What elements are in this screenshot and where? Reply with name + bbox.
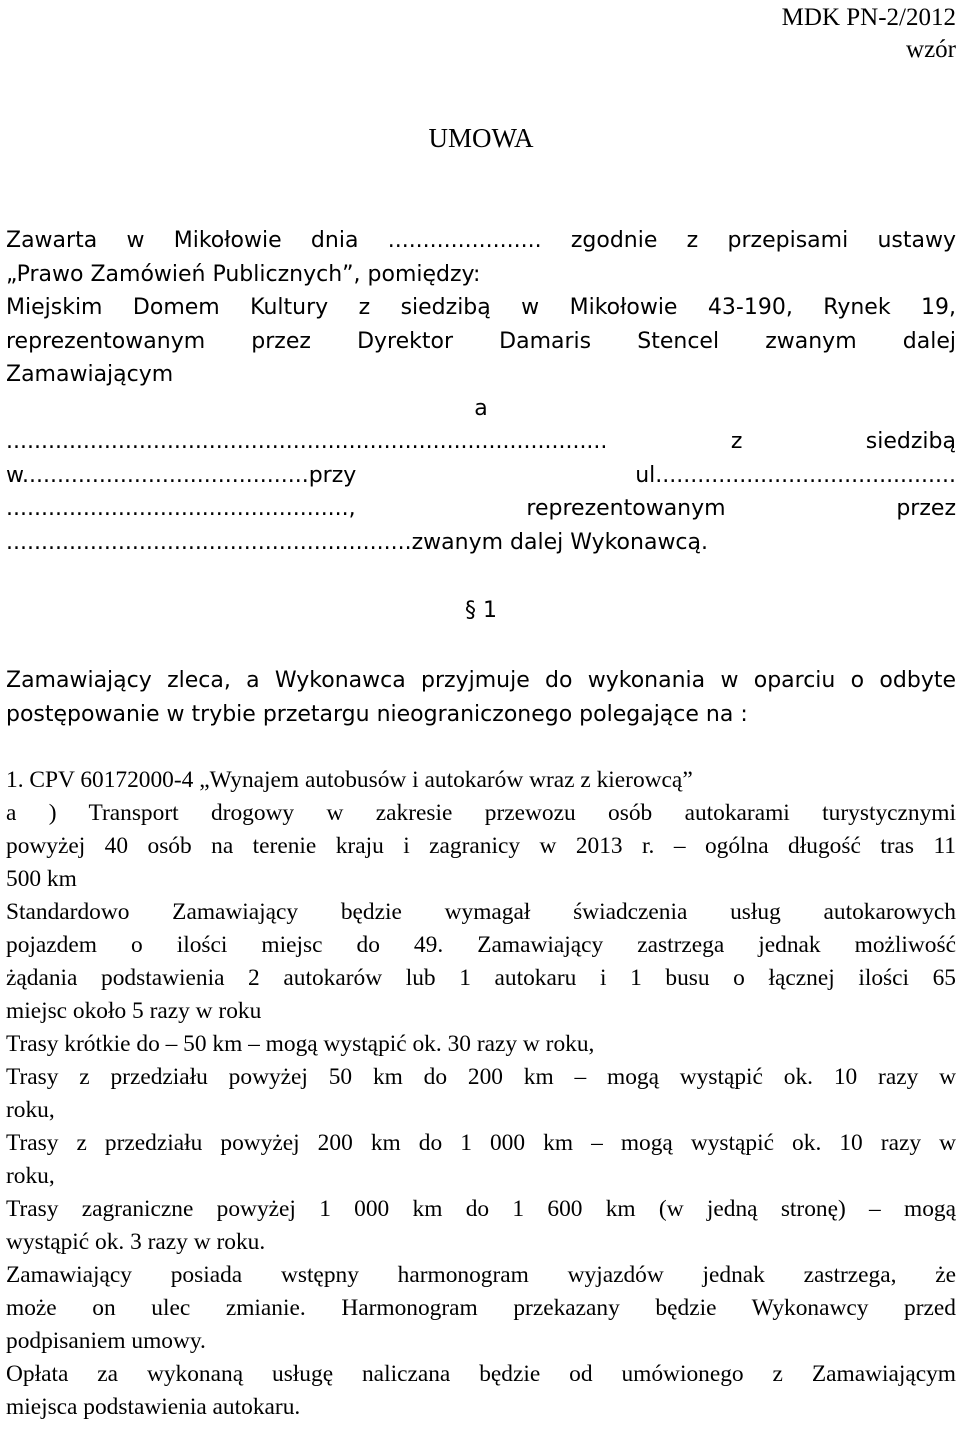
intro-line: „Prawo Zamówień Publicznych”, pomiędzy:: [6, 261, 481, 287]
body-line: a ) Transport drogowy w zakresie przewozu osób autokarami turystycznymi: [6, 800, 956, 826]
contractor-paragraph: [6, 425, 956, 559]
section-intro-line: postępowanie w trybie przetargu nieograniczonego polegające na :: [6, 701, 748, 727]
body-line: Trasy krótkie do – 50 km – mogą wystąpić ok. 30 razy w roku,: [6, 1031, 595, 1057]
template-label: wzór: [906, 36, 956, 63]
contractor-line: ................................................., reprezentowanym przez: [6, 496, 956, 521]
body-line: Opłata za wykonaną usługę naliczana będzie od umówionego z Zamawiającym: [6, 1361, 956, 1387]
body-line: Trasy z przedziału powyżej 50 km do 200 km – mogą wystąpić ok. 10 razy w: [6, 1064, 956, 1090]
body-line: może on ulec zmianie. Harmonogram przekazany będzie Wykonawcy przed: [6, 1295, 956, 1321]
contractor-line: ..........................................................zwanym dalej Wykonawcą.: [6, 529, 709, 555]
body-line: Standardowo Zamawiający będzie wymagał świadczenia usług autokarowych: [6, 899, 956, 925]
party-separator-text: a: [474, 396, 488, 421]
intro-line: reprezentowanym przez Dyrektor Damaris Stencel zwanym dalej: [6, 328, 956, 354]
body-line: Trasy zagraniczne powyżej 1 000 km do 1 600 km (w jedną stronę) – mogą: [6, 1196, 956, 1222]
body-line: pojazdem o ilości miejsc do 49. Zamawiający zastrzega jednak możliwość: [6, 932, 956, 958]
body-line: roku,: [6, 1097, 55, 1123]
body-line: Trasy z przedziału powyżej 200 km do 1 000 km – mogą wystąpić ok. 10 razy w: [6, 1130, 956, 1156]
contractor-line: w.........................................przy ul...........................................: [6, 462, 956, 488]
body-line: podpisaniem umowy.: [6, 1328, 206, 1354]
body-line: roku,: [6, 1163, 55, 1189]
contract-body: [6, 764, 956, 1424]
intro-line: Zawarta w Mikołowie dnia ...................... zgodnie z przepisami ustawy: [6, 228, 956, 253]
body-line: 500 km: [6, 866, 77, 892]
body-line: miejsca podstawienia autokaru.: [6, 1394, 301, 1420]
body-line: żądania podstawienia 2 autokarów lub 1 autokaru i 1 busu o łącznej ilości 65: [6, 965, 956, 991]
intro-line: Miejskim Domem Kultury z siedzibą w Mikołowie 43-190, Rynek 19,: [6, 295, 956, 320]
section-heading: § 1: [465, 598, 497, 623]
body-line: powyżej 40 osób na terenie kraju i zagranicy w 2013 r. – ogólna długość tras 11: [6, 833, 956, 859]
body-line: miejsc około 5 razy w roku: [6, 998, 262, 1024]
intro-line: Zamawiającym: [6, 362, 174, 387]
section-intro-paragraph: [6, 664, 956, 731]
intro-paragraph: [6, 224, 956, 392]
body-line: 1. CPV 60172000-4 „Wynajem autobusów i autokarów wraz z kierowcą”: [6, 767, 693, 793]
body-line: Zamawiający posiada wstępny harmonogram wyjazdów jednak zastrzega, że: [6, 1262, 956, 1288]
section-intro-line: Zamawiający zleca, a Wykonawca przyjmuje do wykonania w oparciu o odbyte: [6, 668, 956, 693]
document-page: [6, 0, 956, 1440]
party-separator: [6, 392, 956, 426]
document-title: UMOWA: [428, 123, 534, 153]
document-reference: [782, 2, 956, 66]
contractor-line: ...................................................................................... z siedzibą: [6, 429, 956, 454]
reference-number: MDK PN-2/2012: [781, 4, 956, 31]
body-line: wystąpić ok. 3 razy w roku.: [6, 1229, 266, 1255]
